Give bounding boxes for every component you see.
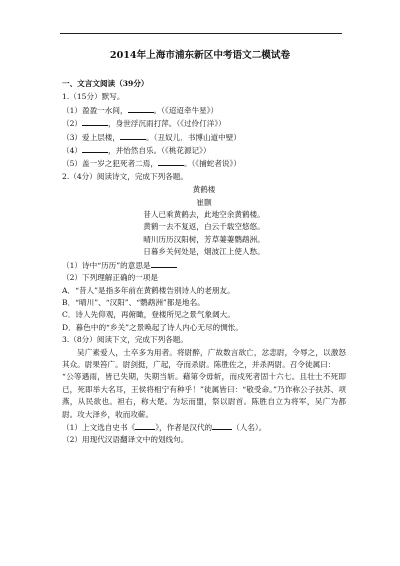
q2-sub-2: （2）下列理解正确的一项是 [62, 273, 158, 283]
exam-content [62, 78, 346, 447]
q2-sub-1-text: （1）诗中“历历”的意思是 [62, 260, 151, 270]
poem-line: 晴川历历汉阳树，芳草萋萋鹦鹉洲。 [143, 234, 265, 244]
q1-item-2 [62, 117, 346, 130]
q1-item-1-suffix: 。（《迢迢牵牛星》） [153, 105, 219, 115]
poem-line: 昔人已乘黄鹤去，此地空余黄鹤楼。 [143, 210, 265, 220]
option-d: D．暮色中的“乡关”之景唤起了诗人内心无尽的惆怅。 [62, 322, 243, 332]
poem-line: 日暮乡关何处是，烟波江上使人愁。 [143, 247, 265, 257]
poem-author: 崔颢 [196, 197, 212, 207]
question-2-heading: 2.（4分）阅读诗文，完成下列各题。 [62, 171, 188, 181]
q1-item-4 [62, 144, 346, 157]
q1-item-5-prefix: （5）盖一岁之犯死者二焉， [62, 159, 158, 169]
header-rule [60, 33, 342, 34]
exam-title: 2014年上海市浦东新区中考语文二模试卷 [109, 50, 291, 61]
q1-item-1-prefix: （1）盈盈一水间， [62, 105, 128, 115]
section-heading: 一、文言文阅读（39分） [62, 79, 149, 88]
q3-sub-1-middle: 》，作者是汉代的 [155, 422, 213, 432]
answer-blank [158, 157, 184, 166]
question-3-heading: 3.（8分）阅读下文，完成下列各题。 [62, 335, 188, 345]
q1-item-5 [62, 157, 346, 170]
q3-sub-1 [62, 421, 346, 434]
answer-blank [212, 421, 232, 430]
q3-sub-1-suffix: （人名）。 [232, 422, 267, 432]
q1-item-5-suffix: 。（《捕蛇者说》） [183, 159, 241, 169]
q1-item-2-suffix: ，身世浮沉雨打萍。（《过伶仃洋》） [108, 119, 226, 129]
q1-item-4-prefix: （4） [62, 146, 83, 156]
q1-item-4-suffix: ，并怡然自乐。（《桃花源记》） [108, 146, 211, 156]
answer-blank [128, 104, 154, 113]
question-1-heading: 1.（15分）默写。 [62, 92, 125, 102]
poem-title: 黄鹤楼 [192, 185, 216, 195]
answer-blank [82, 144, 108, 153]
option-a: A．“昔人”是指多年前在黄鹤楼告别诗人的老朋友。 [62, 285, 235, 295]
q1-item-3 [62, 131, 346, 144]
q3-sub-1-prefix: （1）上文选自史书《 [62, 422, 136, 432]
passage-paragraph-continued: “公等遇雨，皆已失期，失期当斩。藉第令毋斩，而戍死者固十六七。且壮士不死即已，死即举大名耳，王侯将相宁有种乎！”徒属皆曰：“敬受命。”乃诈称公子扶苏、项燕，从民欲也。袒右，称大楚。为坛而盟，祭以尉首。陈胜自立为将军，吴广为都尉。攻大泽乡，收而攻蕲。 [62, 372, 346, 419]
q1-item-3-suffix: 。（丑奴儿．书博山道中壁） [146, 132, 241, 142]
q1-item-3-prefix: （3）爱上层楼， [62, 132, 120, 142]
option-c: C．诗人先仰观，再俯瞰，登楼所见之景气象阔大。 [62, 310, 235, 320]
poem-block [62, 184, 346, 258]
q1-item-1 [62, 104, 346, 117]
q3-sub-2: （2）用现代汉语翻译文中的划线句。 [62, 435, 189, 445]
answer-blank [82, 117, 108, 126]
option-b: B．“晴川”、“汉阳”、“鹦鹉洲”都是地名。 [62, 297, 205, 307]
passage-paragraph: 吴广素爱人，士卒多为用者。将尉醉，广故数言欲亡，忿恚尉，令辱之，以激怒其众。尉果笞广。尉剑挺，广起，夺而杀尉。陈胜佐之，并杀两尉。召令徒属曰： [62, 347, 346, 369]
answer-blank [151, 259, 177, 268]
answer-blank [120, 131, 146, 140]
q2-sub-1 [62, 259, 346, 272]
answer-blank [135, 421, 155, 430]
q1-item-2-prefix: （2） [62, 119, 83, 129]
poem-line: 黄鹤一去不复返，白云千载空悠悠。 [143, 222, 265, 232]
